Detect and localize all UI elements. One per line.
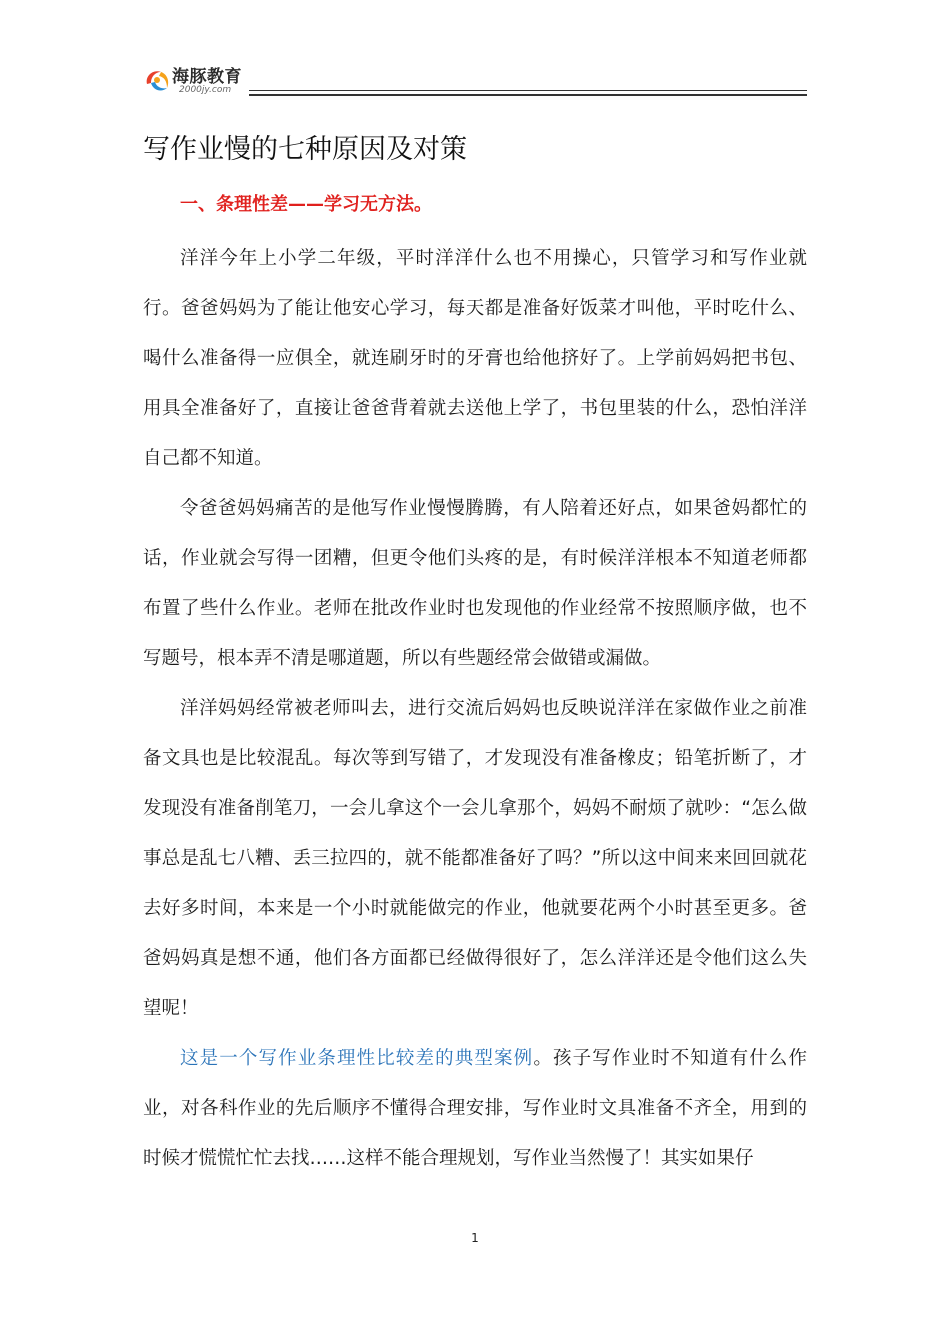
page-header	[143, 66, 807, 100]
page-number: 1	[471, 1231, 479, 1245]
paragraph-1: 洋洋今年上小学二年级，平时洋洋什么也不用操心，只管学习和写作业就行。爸爸妈妈为了能让他安心学习，每天都是准备好饭菜才叫他，平时吃什么、喝什么准备得一应俱全，就连刷牙时的牙膏也给他挤好了。上学前妈妈把书包、用具全准备好了，直接让爸爸背着就去送他上学了，书包里装的什么，恐怕洋洋自己都不知道。	[143, 248, 807, 469]
header-rule-thick	[249, 94, 807, 96]
paragraph-4-text: 。孩子写作业时不知道有什么作业，对各科作业的先后顺序不懂得合理安排，写作业时文具准备不齐全，用到的时候才慌慌忙忙去找……这样不能合理规划，写作业当然慢了！其实如果仔	[143, 1048, 807, 1169]
paragraph-3: 洋洋妈妈经常被老师叫去，进行交流后妈妈也反映说洋洋在家做作业之前准备文具也是比较混乱。每次等到写错了，才发现没有准备橡皮；铅笔折断了，才发现没有准备削笔刀，一会儿拿这个一会儿拿那个，妈妈不耐烦了就吵：“怎么做事总是乱七八糟、丢三拉四的，就不能都准备好了吗？”所以这中间来来回回就花去好多时间，本来是一个小时就能做完的作业，他就要花两个小时甚至更多。爸爸妈妈真是想不通，他们各方面都已经做得很好了，怎么洋洋还是令他们这么失望呢！	[143, 698, 807, 1019]
document-title: 写作业慢的七种原因及对策	[143, 134, 467, 165]
dolphin-logo-icon	[143, 66, 171, 96]
paragraph-4	[143, 1034, 807, 1184]
highlight-link[interactable]: 这是一个写作业条理性比较差的典型案例	[180, 1048, 534, 1069]
section-heading: 一、条理性差——学习无方法。	[180, 194, 432, 215]
document-body	[143, 128, 807, 1184]
header-rule-thin	[249, 90, 807, 91]
brand-url: 2000jy.com	[179, 85, 232, 95]
paragraph-2: 令爸爸妈妈痛苦的是他写作业慢慢腾腾，有人陪着还好点，如果爸妈都忙的话，作业就会写得一团糟，但更令他们头疼的是，有时候洋洋根本不知道老师都布置了些什么作业。老师在批改作业时也发现他的作业经常不按照顺序做，也不写题号，根本弄不清是哪道题，所以有些题经常会做错或漏做。	[143, 498, 807, 669]
brand-name: 海豚教育	[172, 67, 242, 87]
